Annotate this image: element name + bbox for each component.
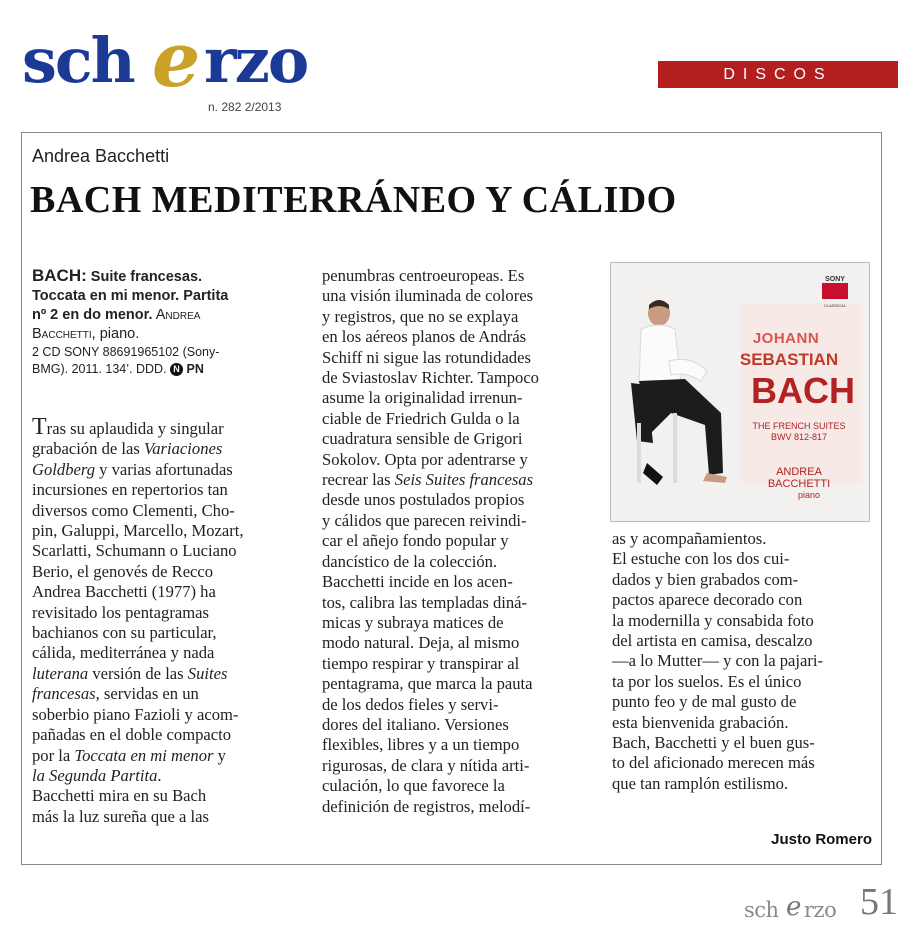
footer-logo [744,892,854,926]
text-line: car el añejo fondo popular y [322,531,509,551]
footer-logo-rzo: rzo [804,898,837,922]
spec-composer: BACH: [32,266,87,285]
footer-logo-sch: sch [744,898,779,922]
text-line: dancístico de la colección. [322,551,498,571]
spec-rating: PN [186,362,204,376]
text-line: asume la originalidad irrenun- [322,388,523,408]
text-line: revisitado los pentagramas [32,602,209,622]
text-line: francesas, servidas en un [32,684,199,704]
text-line: por la Toccata en mi menor y [32,745,226,765]
text-line: ciable de Friedrich Gulda o la [322,408,520,428]
text-line: tos, calibra las templadas diná- [322,592,528,612]
novelty-badge-icon: N [170,363,183,376]
text-line: dores del italiano. Versiones [322,714,509,734]
spec-works-2: Toccata en mi menor. Partita [32,288,229,304]
text-line: micas y subraya matices de [322,612,504,632]
text-line: definición de registros, melodí- [322,796,531,816]
text-line: Sokolov. Opta por adentrarse y [322,449,528,469]
logo-e-glyph: e [152,15,201,104]
text-line: Schiff ni sigue las rotundidades [322,347,531,367]
spec-release-1: 2 CD SONY 88691965102 (Sony- [32,345,220,359]
text-line: pañadas en el doble compacto [32,725,232,745]
sony-logo [822,276,848,308]
cover-title-2: BWV 812-817 [770,432,828,442]
text-line: cuadratura sensible de Grigori [322,429,523,449]
text-line: modo natural. Deja, al mismo [322,633,520,653]
reviewed-artist: Andrea Bacchetti [32,146,170,166]
spec-performer-a: Andrea [152,307,201,323]
text-line: en los aéreos planos de András [322,327,527,347]
spec-performer-b: Bacchetti [32,326,92,342]
text-line: la Segunda Partita. [32,765,162,785]
text-line: punto feo y de mal gusto de [612,692,797,712]
text-line: de Sviastoslav Richter. Tampoco [322,368,539,388]
text-line: Andrea Bacchetti (1977) ha [32,582,216,602]
text-line: más la luz sureña que a las [32,806,209,826]
cover-name-1: JOHANN [752,330,820,347]
text-line: pactos aparece decorado con [612,590,803,610]
text-line: tiempo respirar y transpirar al [322,653,520,673]
text-line: de los dedos fieles y servi- [322,694,499,714]
text-line: Bach, Bacchetti y el buen gus- [612,733,815,753]
text-line: pin, Galuppi, Marcello, Mozart, [32,521,244,541]
text-line: grabación de las Variaciones [32,439,223,459]
spec-release-2: BMG). 2011. 134’. DDD. [32,362,167,376]
text-line: Tras su aplaudida y singular [32,414,224,440]
text-line: flexibles, libres y a un tiempo [322,735,520,755]
cover-name-3: BACH [751,370,855,411]
text-line: penumbras centroeuropeas. Es [322,266,525,285]
text-line: y registros, que no se explaya [322,306,519,326]
text-line: as y acompañamientos. [612,529,767,548]
cover-instrument: piano [797,490,821,500]
text-line: del artista en camisa, descalzo [612,631,813,651]
footer-logo-e: e [786,892,802,922]
body-column-1 [32,414,294,827]
text-line: —a lo Mutter— y con la pajari- [612,651,824,671]
body-column-2 [322,266,584,817]
cover-title-1: THE FRENCH SUITES [752,421,846,431]
text-line: cálida, mediterránea y nada [32,643,215,663]
text-line: Goldberg y varias afortunadas [32,459,233,479]
album-cover-art [611,263,869,521]
spec-works-1: Suite francesas. [86,269,203,285]
text-line: Bacchetti mira en su Bach [32,786,207,806]
text-line: to del aficionado merecen más [612,753,815,773]
issue-number: n. 282 2/2013 [208,100,282,114]
text-line: desde unos postulados propios [322,490,525,510]
text-line: esta bienvenida grabación. [612,712,789,732]
text-line: pentagrama, que marca la pauta [322,674,533,694]
album-cover-image [610,262,870,522]
text-line: y cálidos que parecen reivindi- [322,510,527,530]
cover-name-2: SEBASTIAN [739,350,839,369]
headline: BACH MEDITERRÁNEO Y CÁLIDO [30,179,677,221]
body-column-3 [612,529,874,794]
text-line: Berio, el genovés de Recco [32,561,214,581]
text-line: Scarlatti, Schumann o Luciano [32,541,237,561]
text-line: diversos como Clementi, Cho- [32,500,235,520]
text-line: rigurosas, de clara y nítida arti- [322,755,530,775]
text-line: soberbio piano Fazioli y acom- [32,704,239,724]
scherzo-logo [22,15,362,104]
disc-spec [32,266,294,378]
text-line: El estuche con los dos cui- [612,549,790,569]
text-line: la modernilla y consabida foto [612,610,814,630]
text-line: que tan ramplón estilismo. [612,773,789,793]
text-line: recrear las Seis Suites francesas [322,470,534,490]
logo-part-rzo: rzo [204,24,308,97]
text-line: culación, lo que favorece la [322,776,505,796]
spec-works-3: nº 2 en do menor. [32,307,153,323]
logo-part-sch: sch [22,24,134,97]
spec-instrument: , piano. [91,326,140,342]
page-number: 51 [860,881,898,923]
text-line: ta por los suelos. Es el único [612,671,802,691]
svg-text:CLASSICAL: CLASSICAL [823,303,847,308]
text-line: dados y bien grabados com- [612,569,799,589]
cover-artist-2: BACCHETTI [767,478,831,490]
text-line: Bacchetti incide en los acen- [322,572,513,592]
text-line: luterana versión de las Suites [32,663,228,683]
author-signature: Justo Romero [771,831,872,848]
text-line: incursiones en repertorios tan [32,480,228,500]
text-line: una visión iluminada de colores [322,286,534,306]
cover-artist-1: ANDREA [776,466,822,478]
section-label: DISCOS [658,61,898,88]
svg-text:SONY: SONY [825,276,845,283]
text-line: bachianos con su particular, [32,623,217,643]
